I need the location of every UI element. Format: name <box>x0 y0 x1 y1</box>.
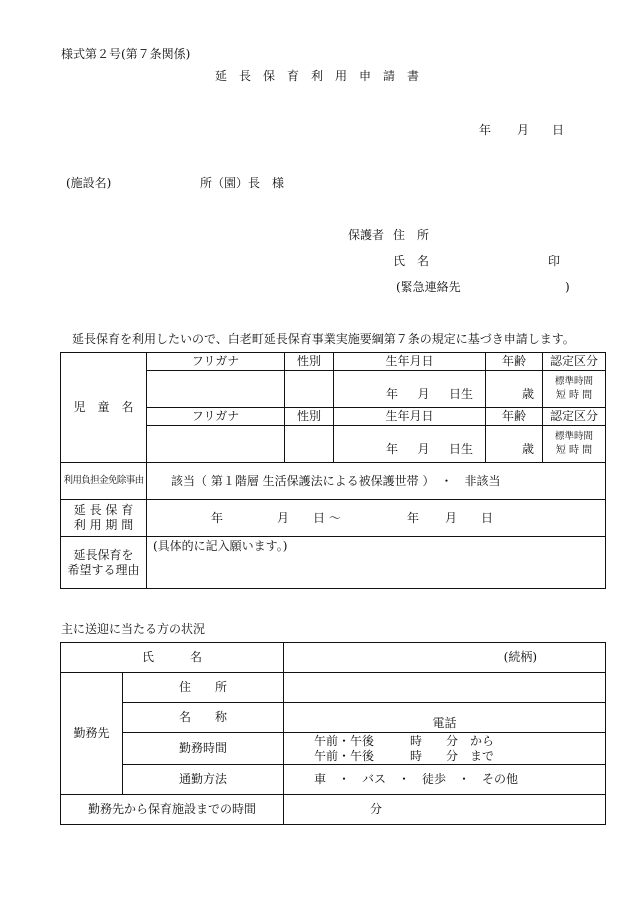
child1-furigana-header: フリガナ <box>147 353 285 371</box>
child2-birth-day: 日生 <box>448 441 473 456</box>
child1-cert-field[interactable] <box>543 371 606 408</box>
commute-field[interactable]: 車 ・ バス ・ 徒歩 ・ その他 <box>284 765 606 795</box>
child1-age-header: 年齢 <box>486 353 543 371</box>
child2-age-field[interactable]: 歳 <box>486 426 543 463</box>
workplace-company-label: 名 称 <box>123 703 284 733</box>
exemption-label: 利用負担金免除事由 <box>61 463 147 500</box>
period-start-day: 日 〜 <box>313 510 341 525</box>
workplace-label: 勤務先 <box>61 673 123 795</box>
commute-label: 通勤方法 <box>123 765 284 795</box>
guardian-address-label: 住 所 <box>393 228 430 242</box>
child2-gender-header: 性別 <box>285 408 334 426</box>
exemption-value[interactable]: 該当（ 第１階層 生活保護法による被保護世帯 ） ・ 非該当 <box>147 463 606 500</box>
child2-gender-field[interactable] <box>285 426 334 463</box>
child1-age-field[interactable]: 歳 <box>486 371 543 408</box>
seal-mark: 印 <box>548 254 561 268</box>
child1-birth-year: 年 <box>386 386 399 401</box>
work-hours-label: 勤務時間 <box>123 733 284 765</box>
reason-hint: (具体的に記入願います。) <box>153 539 288 553</box>
escort-section-title: 主に送迎に当たる方の状況 <box>61 622 206 636</box>
child2-birth-year: 年 <box>386 441 399 456</box>
child1-name-field[interactable] <box>147 371 285 408</box>
child2-birthdate-header: 生年月日 <box>334 408 486 426</box>
child1-gender-field[interactable] <box>285 371 334 408</box>
child1-cert-header: 認定区分 <box>543 353 606 371</box>
period-end-year: 年 <box>407 510 420 525</box>
reason-field[interactable] <box>147 537 606 589</box>
period-end-month: 月 <box>445 510 458 525</box>
child1-birth-month: 月 <box>417 386 430 401</box>
child1-birthdate-header: 生年月日 <box>334 353 486 371</box>
period-label: 延 長 保 育 利 用 期 間 <box>61 500 147 537</box>
work-hours-field[interactable] <box>284 733 606 765</box>
child1-birth-day: 日生 <box>448 386 473 401</box>
child1-gender-header: 性別 <box>285 353 334 371</box>
child-name-label: 児 童 名 <box>61 353 147 463</box>
guardian-label: 保護者 <box>348 228 385 242</box>
travel-time-label: 勤務先から保育施設までの時間 <box>61 795 284 825</box>
child2-cert-field[interactable] <box>543 426 606 463</box>
escort-name-field[interactable] <box>284 643 606 673</box>
work-hours-to: 午前・午後 時 分 まで <box>314 748 495 763</box>
child2-cert-standard: 標準時間 <box>554 430 593 442</box>
workplace-address-label: 住 所 <box>123 673 284 703</box>
child2-cert-header: 認定区分 <box>543 408 606 426</box>
workplace-company-field[interactable] <box>284 703 606 733</box>
period-field[interactable] <box>147 500 606 537</box>
workplace-phone-label: 電話 <box>432 716 457 730</box>
child2-name-field[interactable] <box>147 426 285 463</box>
date-day-label: 日 <box>552 123 565 137</box>
escort-name-label: 氏 名 <box>61 643 284 673</box>
emergency-contact-label: (緊急連絡先 <box>396 280 461 294</box>
child1-cert-standard: 標準時間 <box>554 375 593 387</box>
travel-time-field[interactable] <box>284 795 606 825</box>
emergency-contact-close: ) <box>565 280 570 294</box>
child2-furigana-header: フリガナ <box>147 408 285 426</box>
guardian-name-label: 氏 名 <box>393 254 430 268</box>
workplace-address-field[interactable] <box>284 673 606 703</box>
child1-birthdate-field[interactable] <box>334 371 486 408</box>
page-title: 延 長 保 育 利 用 申 請 書 <box>215 69 420 83</box>
form-number: 様式第２号(第７条関係) <box>61 47 191 61</box>
child1-cert-short: 短 時 間 <box>555 389 593 401</box>
escort-relation-label: (続柄) <box>503 650 538 664</box>
date-month-label: 月 <box>517 123 530 137</box>
child2-birthdate-field[interactable] <box>334 426 486 463</box>
escort-table <box>60 642 606 825</box>
period-start-month: 月 <box>277 510 290 525</box>
child2-birth-month: 月 <box>417 441 430 456</box>
facility-head-label: 所（園）長 様 <box>200 176 285 190</box>
facility-name-label: (施設名) <box>66 176 112 190</box>
period-end-day: 日 <box>481 510 494 525</box>
period-start-year: 年 <box>211 510 224 525</box>
child2-age-header: 年齢 <box>486 408 543 426</box>
travel-time-unit: 分 <box>370 802 383 816</box>
date-year-label: 年 <box>479 123 492 137</box>
application-statement: 延長保育を利用したいので、白老町延長保育事業実施要綱第７条の規定に基づき申請します。 <box>72 332 575 346</box>
reason-label: 延長保育を 希望する理由 <box>61 537 147 589</box>
work-hours-from: 午前・午後 時 分 から <box>314 733 495 748</box>
child-application-table <box>60 352 606 589</box>
child2-cert-short: 短 時 間 <box>555 444 593 456</box>
